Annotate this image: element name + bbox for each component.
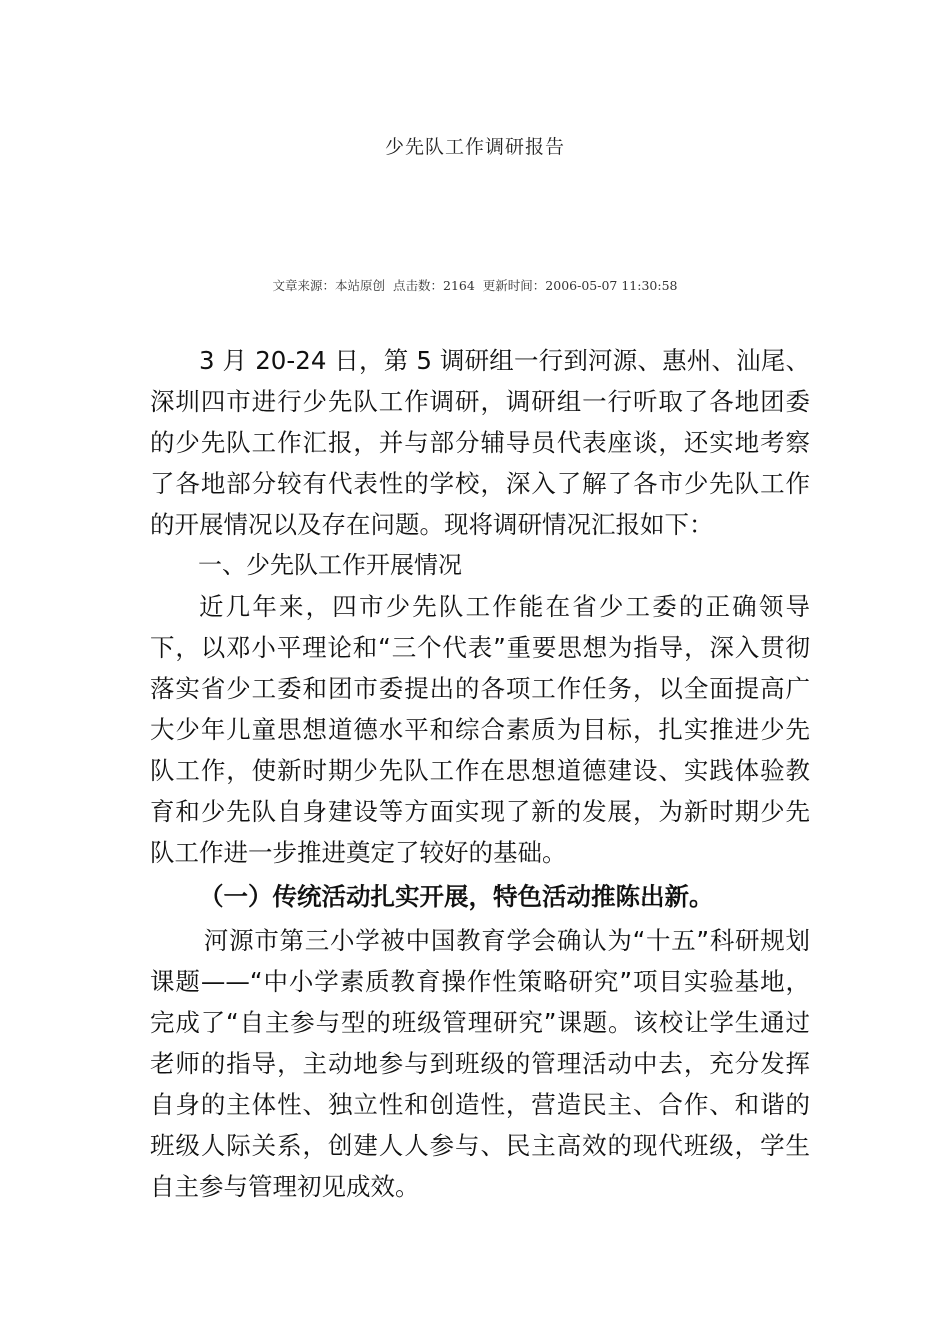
section-heading: 一、少先队工作开展情况 xyxy=(198,551,462,579)
click-count: 点击数：2164 xyxy=(393,278,475,293)
subsection-heading: （一）传统活动扎实开展，特色活动推陈出新。 xyxy=(199,882,714,911)
document-title: 少先队工作调研报告 xyxy=(384,136,565,158)
overview-paragraph: 近几年来，四市少先队工作能在省少工委的正确领导下，以邓小平理论和“三个代表”重要思想为指导，深入贯彻落实省少工委和团市委提出的各项工作任务，以全面提高广大少年儿童思想道德水平和综合素质为目标，扎实推进少先队工作，使新时期少先队工作在思想道德建设、实践体验教育和少先队自身建设等方面实现了新的发展，为新时期少先队工作进一步推进奠定了较好的基础。 xyxy=(150,592,810,867)
article-source: 文章来源：本站原创 xyxy=(272,278,386,293)
document-body xyxy=(150,340,810,1207)
update-time: 更新时间：2006-05-07 11:30:58 xyxy=(482,278,678,293)
heyuan-paragraph: 河源市第三小学被中国教育学会确认为“十五”科研规划课题——“中小学素质教育操作性策略研究”项目实验基地，完成了“自主参与型的班级管理研究”课题。该校让学生通过老师的指导，主动地参与到班级的管理活动中去，充分发挥自身的主体性、独立性和创造性，营造民主、合作、和谐的班级人际关系，创建人人参与、民主高效的现代班级，学生自主参与管理初见成效。 xyxy=(150,926,810,1201)
article-meta xyxy=(0,276,950,294)
intro-paragraph: 3 月 20-24 日，第 5 调研组一行到河源、惠州、汕尾、深圳四市进行少先队工作调研，调研组一行听取了各地团委的少先队工作汇报，并与部分辅导员代表座谈，还实地考察了各地部分较有代表性的学校，深入了解了各市少先队工作的开展情况以及存在问题。现将调研情况汇报如下： xyxy=(150,346,810,539)
